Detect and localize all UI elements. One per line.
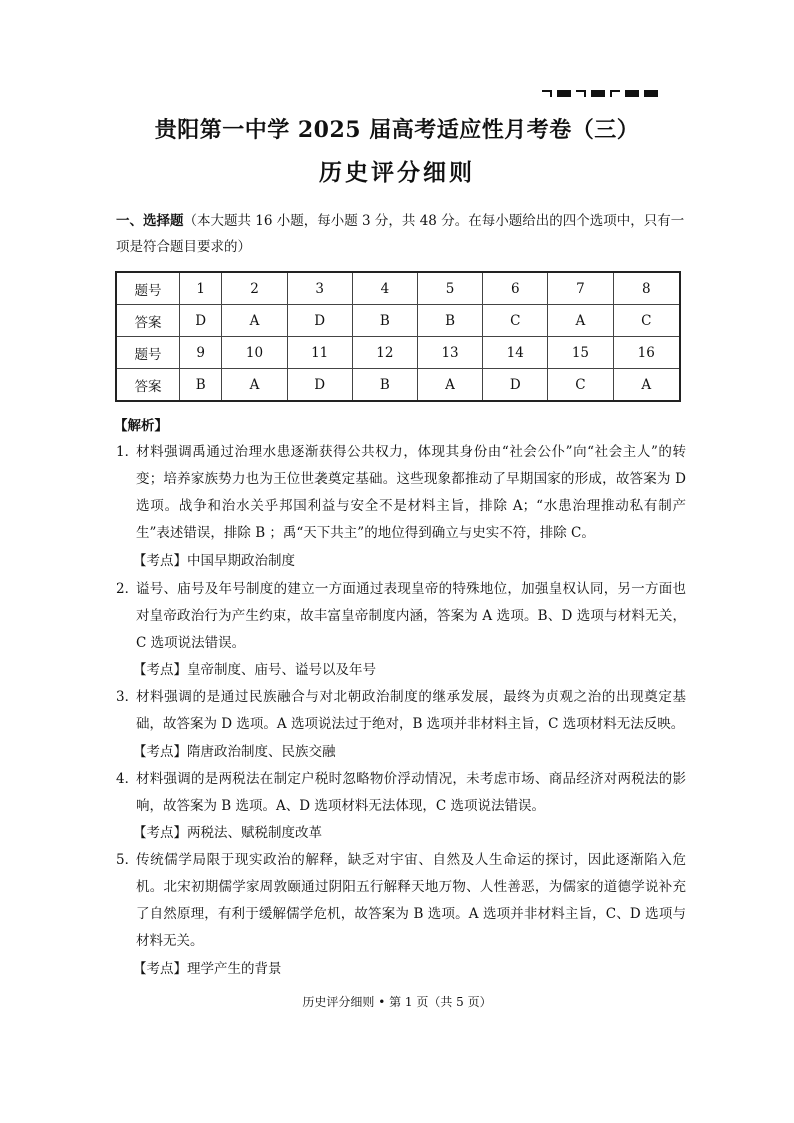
table-cell: 12 <box>352 337 417 369</box>
table-row <box>116 337 680 369</box>
table-cell: B <box>352 305 417 337</box>
table-cell: 5 <box>417 272 482 305</box>
analysis-item <box>116 439 686 547</box>
table-row <box>116 272 680 305</box>
item-text: 传统儒学局限于现实政治的解释，缺乏对宇宙、自然及人生命运的探讨，因此逐渐陷入危机。北宋初期儒学家周敦颐通过阴阳五行解释天地万物、人性善恶，为儒家的道德学说补充了自然原理，有利于缓解儒学危机，故答案为 B 选项。A 选项并非材料主旨，C、D 选项与材料无关。 <box>136 852 686 949</box>
item-number: 2． <box>116 581 139 597</box>
table-row <box>116 305 680 337</box>
table-cell: C <box>548 369 613 402</box>
section-instructions <box>116 208 686 260</box>
item-number: 1． <box>116 444 139 460</box>
table-cell: C <box>483 305 548 337</box>
table-cell: 13 <box>417 337 482 369</box>
item-kaodian: 【考点】中国早期政治制度 <box>133 553 295 569</box>
analysis-item <box>116 576 686 657</box>
table-cell: 14 <box>483 337 548 369</box>
registration-marks <box>542 90 658 97</box>
table-cell: D <box>287 305 352 337</box>
table-cell: A <box>222 305 287 337</box>
table-cell: 16 <box>613 337 680 369</box>
table-cell: 7 <box>548 272 613 305</box>
row-header-cell: 答案 <box>116 369 180 402</box>
item-kaodian: 【考点】皇帝制度、庙号、谥号以及年号 <box>133 662 376 678</box>
table-cell: A <box>548 305 613 337</box>
table-cell: A <box>417 369 482 402</box>
table-cell: 3 <box>287 272 352 305</box>
block-mark-icon <box>557 90 571 97</box>
item-text: 材料强调的是通过民族融合与对北朝政治制度的继承发展，最终为贞观之治的出现奠定基础，故答案为 D 选项。A 选项说法过于绝对，B 选项并非材料主旨，C 选项材料无法反映。 <box>136 689 686 732</box>
item-kaodian: 【考点】两税法、赋税制度改革 <box>133 825 322 841</box>
table-cell: B <box>352 369 417 402</box>
table-row <box>116 369 680 402</box>
item-kaodian: 【考点】理学产生的背景 <box>133 961 282 977</box>
item-number: 4． <box>116 771 139 787</box>
section-instructions-text: （本大题共 16 小题，每小题 3 分，共 48 分。在每小题给出的四个选项中，只有一项是符合题目要求的） <box>116 213 685 255</box>
table-cell: C <box>613 305 680 337</box>
analysis-item <box>116 684 686 738</box>
item-kaodian: 【考点】隋唐政治制度、民族交融 <box>133 744 336 760</box>
analysis-item <box>116 847 686 955</box>
row-header-cell: 题号 <box>116 337 180 369</box>
table-cell: 10 <box>222 337 287 369</box>
table-cell: 6 <box>483 272 548 305</box>
table-cell: 9 <box>180 337 222 369</box>
page-title: 贵阳第一中学 2025 届高考适应性月考卷（三） <box>154 117 640 143</box>
table-cell: 2 <box>222 272 287 305</box>
item-number: 5． <box>116 852 139 868</box>
table-cell: 11 <box>287 337 352 369</box>
corner-mark-icon <box>576 90 586 97</box>
block-mark-icon <box>591 90 605 97</box>
table-cell: D <box>483 369 548 402</box>
answer-table <box>115 271 681 402</box>
item-text: 材料强调的是两税法在制定户税时忽略物价浮动情况，未考虑市场、商品经济对两税法的影响，故答案为 B 选项。A、D 选项材料无法体现，C 选项说法错误。 <box>136 771 686 814</box>
table-cell: D <box>287 369 352 402</box>
corner-mark-icon <box>610 90 620 97</box>
table-cell: 15 <box>548 337 613 369</box>
table-cell: D <box>180 305 222 337</box>
analysis-label: 【解析】 <box>114 418 168 434</box>
block-mark-icon <box>625 90 639 97</box>
table-cell: B <box>417 305 482 337</box>
row-header-cell: 题号 <box>116 272 180 305</box>
section-heading: 一、选择题 <box>116 213 184 229</box>
table-cell: 4 <box>352 272 417 305</box>
table-cell: B <box>180 369 222 402</box>
table-cell: A <box>613 369 680 402</box>
item-text: 谥号、庙号及年号制度的建立一方面通过表现皇帝的特殊地位，加强皇权认同，另一方面也对皇帝政治行为产生约束，故丰富皇帝制度内涵，答案为 A 选项。B、D 选项与材料无关，C 选项说法错误。 <box>136 581 686 651</box>
corner-mark-icon <box>542 90 552 97</box>
table-cell: 1 <box>180 272 222 305</box>
page-footer: 历史评分细则 • 第 1 页（共 5 页） <box>302 995 492 1009</box>
block-mark-icon <box>644 90 658 97</box>
table-cell: 8 <box>613 272 680 305</box>
row-header-cell: 答案 <box>116 305 180 337</box>
analysis-item <box>116 766 686 820</box>
item-number: 3． <box>116 689 139 705</box>
table-cell: A <box>222 369 287 402</box>
page-subtitle: 历史评分细则 <box>319 159 475 186</box>
item-text: 材料强调禹通过治理水患逐渐获得公共权力，体现其身份由“社会公仆”向“社会主人”的转变；培养家族势力也为王位世袭奠定基础。这些现象都推动了早期国家的形成，故答案为 D 选项。战争和治水关乎邦国利益与安全不是材料主旨，排除 A；“水患治理推动私有制产生”表述错误，排除 B ；禹“天下共主”的地位得到确立与史实不符，排除 C。 <box>136 444 686 541</box>
